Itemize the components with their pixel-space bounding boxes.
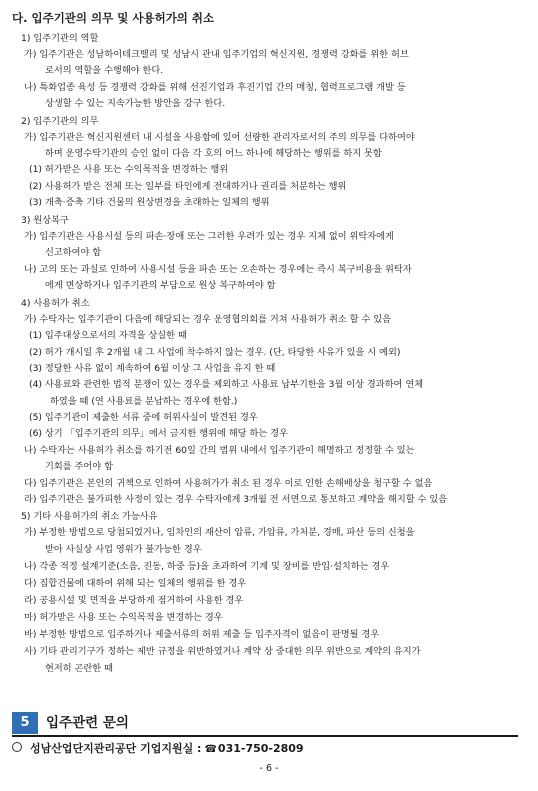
circle-bullet-icon <box>12 742 22 752</box>
subheading-cancel: 4) 사용허가 취소 <box>21 298 90 309</box>
text-line: 가) 입주기관은 성남하이테크밸리 및 성남시 관내 입주기업의 혁신지원, 경쟁력 강화를 위한 허브 <box>24 49 409 60</box>
list-item: (2) 허가 개시일 후 2개월 내 그 사업에 착수하지 않는 경우. (단, 타당한 사유가 있을 시 예외) <box>29 347 401 358</box>
text-line: 가) 수탁자는 입주기관이 다음에 해당되는 경우 운영협의회를 거쳐 사용허가 취소 할 수 있음 <box>24 314 392 325</box>
text-line: 다) 집합건물에 대하여 위해 되는 일체의 행위를 한 경우 <box>24 578 247 589</box>
text-line: 받아 사실상 사업 영위가 불가능한 경우 <box>45 544 202 555</box>
section-5-header <box>12 712 518 734</box>
text-line: 현저히 곤란한 때 <box>45 663 113 674</box>
page-number: - 6 - <box>259 763 279 774</box>
section-divider <box>12 735 518 737</box>
section-heading: 다. 입주기관의 의무 및 사용허가의 취소 <box>12 11 215 25</box>
text-line: 나) 특화업종 육성 등 경쟁력 강화를 위해 선진기업과 후진기업 간의 매칭, 협력프로그램 개발 등 <box>24 82 406 93</box>
text-line: 바) 부정한 방법으로 입주하거나 제출서류의 허위 제출 등 입주자격이 없음이 판명될 경우 <box>24 629 380 640</box>
text-line: 사) 기타 관리기구가 정하는 제반 규정을 위반하였거나 계약 상 중대한 의무 위반으로 계약의 유지가 <box>24 646 421 657</box>
text-line: 마) 허가받은 사용 또는 수익목적을 변경하는 경우 <box>24 612 223 623</box>
list-item: (5) 입주기관이 제출한 서류 중에 허위사실이 발견된 경우 <box>29 412 258 423</box>
text-line: 로서의 역할을 수행해야 한다. <box>45 65 164 76</box>
text-line: 나) 수탁자는 사용허가 취소를 하기전 60일 간의 범위 내에서 입주기관이 해명하고 정정할 수 있는 <box>24 445 415 456</box>
text-line: 가) 입주기관은 사용시설 등의 파손·장애 또는 그러한 우려가 있는 경우 지체 없이 위탁자에게 <box>24 231 394 242</box>
text-line: 라) 공용시설 및 면적을 부당하게 점거하여 사용한 경우 <box>24 595 244 606</box>
section-number-badge: 5 <box>12 712 38 734</box>
list-item: (6) 상기 「입주기관의 의무」에서 금지한 행위에 해당 하는 경우 <box>29 428 288 439</box>
text-line: 기회를 주어야 함 <box>45 461 113 472</box>
contact-phone: 031-750-2809 <box>217 742 304 755</box>
text-line: 신고하여야 함 <box>45 247 102 258</box>
section-title: 입주관련 문의 <box>46 715 129 731</box>
contact-org: 성남산업단지관리공단 기업지원실 : <box>30 742 202 755</box>
list-item: (2) 사용허가 받은 전체 또는 일부를 타인에게 전대하거나 권리를 처분하는 행위 <box>29 181 347 192</box>
text-line: 가) 입주기관은 혁신지원센터 내 시설을 사용함에 있어 선량한 관리자로서의 주의 의무를 다하여야 <box>24 132 415 143</box>
list-item: (1) 허가받은 사용 또는 수익목적을 변경하는 행위 <box>29 164 229 175</box>
subheading-other: 5) 기타 사용허가의 취소 가능사유 <box>21 511 158 522</box>
text-line: 하며 운영수탁기관의 승인 없이 다음 각 호의 어느 하나에 해당하는 행위를 하지 못함 <box>45 148 382 159</box>
subheading-role: 1) 입주기관의 역할 <box>21 33 99 44</box>
subheading-duty: 2) 입주기관의 의무 <box>21 116 99 127</box>
list-item: (4) 사용료와 관련한 법적 분쟁이 있는 경우를 제외하고 사용료 납부기한을 3월 이상 경과하여 연체 <box>29 379 424 390</box>
list-item: (3) 정당한 사유 없이 계속하여 6월 이상 그 사업을 유지 한 때 <box>29 363 276 374</box>
text-line: 나) 고의 또는 과실로 인하여 사용시설 등을 파손 또는 오손하는 경우에는 즉시 복구비용을 위탁자 <box>24 264 412 275</box>
list-item-cont: 하였을 때 (연 사용료를 분납하는 경우에 한함.) <box>50 396 238 407</box>
list-item: (1) 입주대상으로서의 자격을 상실한 때 <box>29 330 187 341</box>
text-line: 가) 부정한 방법으로 당첨되었거나, 임차인의 재산이 압류, 가압류, 가처분, 경매, 파산 등의 신청을 <box>24 527 415 538</box>
list-item: (3) 개축·증축 기타 건물의 원상변경을 초래하는 일체의 행위 <box>29 197 270 208</box>
subheading-restore: 3) 원상복구 <box>21 215 69 226</box>
text-line: 다) 입주기관은 본인의 귀책으로 인하여 사용허가가 취소 된 경우 이로 인한 손해배상을 청구할 수 없음 <box>24 478 433 489</box>
phone-icon: ☎ <box>204 744 217 755</box>
text-line: 나) 각종 적정 설계기준(소음, 진동, 하중 등)을 초과하여 기계 및 장비를 반입·설치하는 경우 <box>24 561 390 572</box>
text-line: 라) 입주기관은 불가피한 사정이 있는 경우 수탁자에게 3개월 전 서면으로 통보하고 계약을 해지할 수 있음 <box>24 494 448 505</box>
text-line: 상생할 수 있는 지속가능한 방안을 강구 한다. <box>45 98 226 109</box>
text-line: 에게 변상하거나 입주기관의 부담으로 원상 복구하여야 함 <box>45 280 276 291</box>
contact-line <box>12 741 304 757</box>
